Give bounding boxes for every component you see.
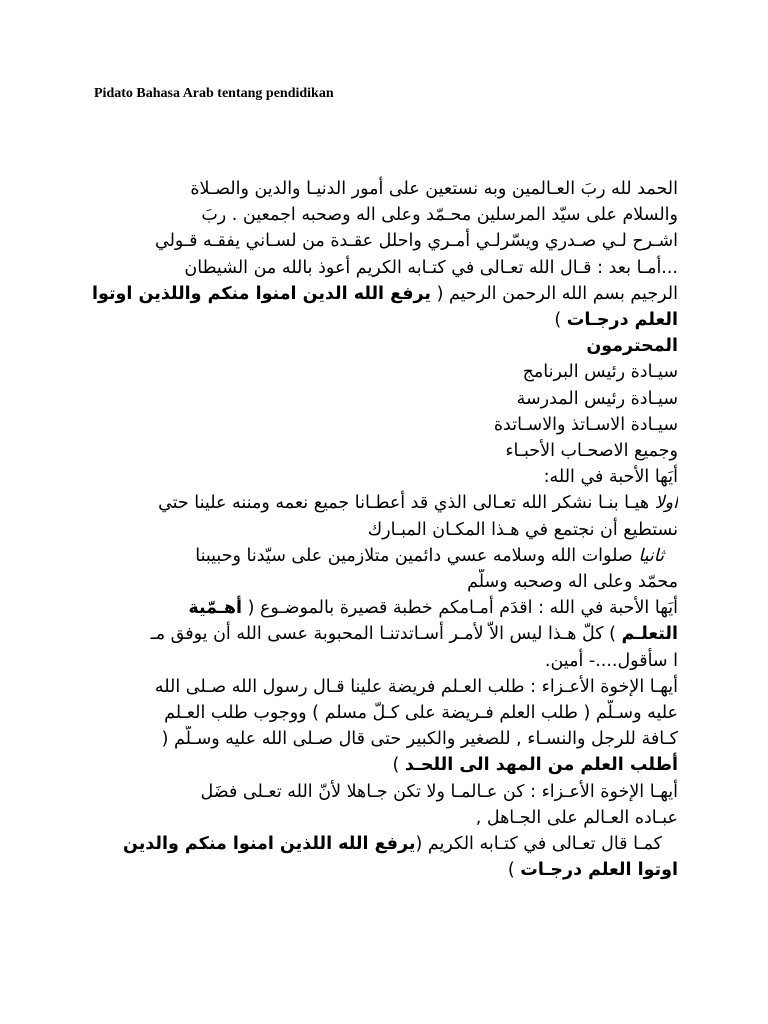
- line-text: ): [507, 860, 521, 881]
- text-line: [88, 674, 678, 700]
- text-line: [88, 438, 678, 464]
- line-text: والسلام على سيّد المرسلين محـمّد وعلى اله وصحبه اجمعين . ربَ: [201, 205, 678, 226]
- line-text: اشـرح لـي صـدري ويسّرلـي أمـري واحلل عقـدة من لسـاني يفقـه قـولي: [155, 231, 678, 252]
- line-text: كمـا قال تعـالى في كتـابه الكريم (: [415, 834, 662, 855]
- text-line: [88, 359, 678, 385]
- text-line: [88, 281, 678, 307]
- text-line: [88, 779, 678, 805]
- line-text: سيـادة رئيس البرنامج: [522, 362, 678, 383]
- text-line: [88, 517, 678, 543]
- document-title: Pidato Bahasa Arab tentang pendidikan: [94, 86, 334, 101]
- line-text: أيَها الأحبة في الله:: [543, 467, 678, 488]
- text-line: [88, 386, 678, 412]
- text-line: [88, 464, 678, 490]
- line-text: وجميع الاصحـاب الأحبـاء: [505, 441, 678, 462]
- text-line: [88, 569, 678, 595]
- text-line: [88, 307, 678, 333]
- bold-text: يرفع الله الدين امنوا منكم واللذين اوتوا: [91, 283, 431, 304]
- text-line: [88, 726, 678, 752]
- line-text: عليه وسـلّم ( طلب العلم فـريضة على كـلّ مسلم ) ووجوب طلب العـلم: [164, 703, 678, 724]
- bold-text: أهـمّية: [188, 598, 243, 619]
- line-text: ) كلّ هـذا ليس الاّ لأمـر أسـاتدتنـا المحبوبة عسى الله أن يوفق مـ: [150, 624, 622, 645]
- line-text: أيهـا الإخوة الأعـزاء : طلب العـلم فريضة علينا قـال رسول الله صـلى الله: [154, 676, 678, 697]
- line-text: عبـاده العـالم على الجـاهل ,: [475, 807, 678, 828]
- line-text: سيـادة الاسـاتذ والاسـاتدة: [493, 414, 678, 435]
- line-text: الحمد لله ربَ العـالمين وبه نستعين على أمور الدنيـا والدين والصـلاة: [190, 179, 678, 199]
- line-text: ): [392, 755, 405, 776]
- line-text: هيـا بنـا نشكر الله تعـالى الذي قد أعطـانا جميع نعمه ومننه علينا حتي: [158, 493, 655, 514]
- bold-text: التعلـم: [621, 624, 678, 645]
- text-line: [88, 543, 678, 569]
- text-line: [88, 831, 678, 857]
- bold-text: المحترمون: [586, 336, 678, 357]
- document-body: [88, 176, 678, 883]
- line-text: سيـادة رئيس المدرسة: [516, 388, 678, 409]
- text-line: [88, 333, 678, 359]
- text-line: [88, 490, 678, 516]
- line-text: ا سأقول....- أمين.: [544, 650, 678, 671]
- text-line: [88, 228, 678, 254]
- text-line: [88, 805, 678, 831]
- line-text: الرجيم بسم الله الرحمن الرحيم (: [431, 283, 678, 304]
- text-line: [88, 255, 678, 281]
- text-line: [88, 202, 678, 228]
- line-text: ...أمـا بعد : قـال الله تعـالى في كتـابه الكريم أعوذ بالله من الشيطان: [184, 257, 678, 278]
- text-line: [88, 176, 678, 202]
- text-line: [88, 595, 678, 621]
- line-text: محمّد وعلى اله وصحبه وسلّم: [467, 572, 678, 593]
- italic-text: اولا: [654, 493, 678, 514]
- bold-text: اوتوا العلم درجـات: [520, 860, 678, 881]
- bold-text: أطلب العلم من المهد الى اللحـد: [404, 755, 678, 776]
- line-text: أيَها الأحبة في الله : اقدَم أمـامكم خطبة قصيرة بالموضـوع (: [242, 598, 678, 619]
- line-text: كـافة للرجل والنسـاء , للصغير والكبير حتى قال صـلى الله عليه وسـلّم (: [161, 729, 678, 750]
- text-line: [88, 621, 678, 647]
- line-text: صلوات الله وسلامه عسي دائمين متلازمين على سيّدنا وحبيبنا: [195, 545, 639, 566]
- line-text: ): [554, 310, 567, 331]
- line-text: نستطيع أن نجتمع في هـذا المكـان المبـارك: [367, 519, 678, 540]
- text-line: [88, 700, 678, 726]
- text-line: [88, 752, 678, 778]
- line-text: أيهـا الإخوة الأعـزاء : كن عـالمـا ولا تكن جـاهلا لأنّ الله تعـلى فضَل: [200, 781, 678, 802]
- text-line: [88, 857, 678, 883]
- italic-text: ثانيا: [638, 545, 664, 566]
- bold-text: يرفع الله اللذين امنوا منكم والدين: [122, 834, 416, 855]
- text-line: [88, 648, 678, 674]
- text-line: [88, 412, 678, 438]
- bold-text: العلم درجـات: [566, 310, 678, 331]
